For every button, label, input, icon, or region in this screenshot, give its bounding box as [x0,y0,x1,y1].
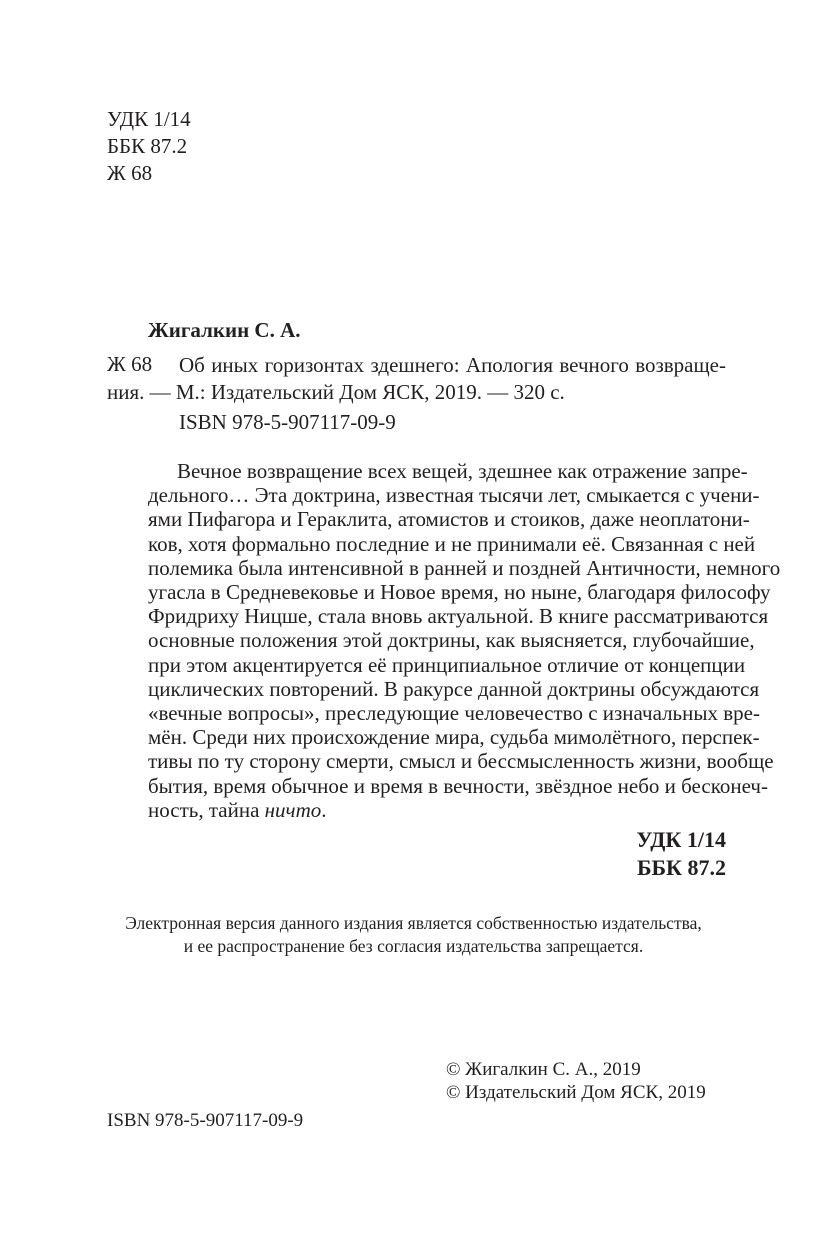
annotation-line: ков, хотя формально последние и не принимали её. Связанная с ней [148,531,756,556]
annotation [148,459,781,822]
annotation-line: Вечное возвращение всех вещей, здешнее как отражение запре- [177,459,748,483]
author-mark: Ж 68 [107,161,153,185]
title-line-2: ния. — М.: Издательский Дом ЯСК, 2019. — 320 с. [107,380,565,404]
bbk-code-bottom: ББК 87.2 [636,855,726,880]
record-mark: Ж 68 [107,352,153,376]
annotation-italic-word: ничто [264,797,322,822]
footer-isbn: ISBN 978-5-907117-09-9 [107,1110,304,1131]
classification-codes [107,106,191,187]
record-isbn: ISBN 978-5-907117-09-9 [179,410,396,434]
annotation-last-prefix: ность, тайна [148,797,265,822]
udk-code-bottom: УДК 1/14 [636,827,726,852]
annotation-line: мён. Среди них происхождение мира, судьба мимолётного, перспек- [148,725,760,750]
copyright-block [446,1058,706,1104]
copyright-author: © Жигалкин С. А., 2019 [446,1059,641,1080]
annotation-line: тивы по ту сторону смерти, смысл и бессмысленность жизни, вообще [148,749,774,774]
annotation-line: основные положения этой доктрины, как выясняется, глубочайшие, [148,628,755,653]
annotation-line: ями Пифагора и Гераклита, атомистов и стоиков, даже неоплатони- [148,507,750,532]
udk-code: УДК 1/14 [107,107,191,131]
rights-notice [60,912,767,958]
annotation-last-suffix: . [321,797,327,822]
annotation-line: дельного… Эта доктрина, известная тысячи лет, смыкается с учени- [148,483,760,508]
annotation-last-line [148,798,726,822]
annotation-line: Фридриху Ницше, стала вновь актуальной. В книге рассматриваются [148,604,769,629]
rights-notice-line-2: и ее распространение без согласия издательства запрещается. [183,936,644,956]
annotation-line: бытия, время обычное и время в вечности, звёздное небо и бесконеч- [148,773,768,798]
copyright-publisher: © Издательский Дом ЯСК, 2019 [446,1082,706,1103]
title-line-1: Об иных горизонтах здешнего: Апология вечного возвраще- [179,353,726,377]
annotation-line: полемика была интенсивной в ранней и поздней Античности, немного [148,555,781,580]
annotation-line: угасла в Средневековье и Новое время, но ныне, благодаря философу [148,580,771,605]
classification-codes-bottom [636,826,726,882]
annotation-line: «вечные вопросы», преследующие человечество с изначальных вре- [148,701,760,726]
rights-notice-line-1: Электронная версия данного издания является собственностью издательства, [125,913,702,933]
bbk-code: ББК 87.2 [107,134,188,158]
record-author: Жигалкин С. А. [148,318,301,342]
annotation-line: циклических повторений. В ракурсе данной доктрины обсуждаются [148,676,760,701]
annotation-line: при этом акцентируется её принципиальное отличие от концепции [148,652,746,677]
